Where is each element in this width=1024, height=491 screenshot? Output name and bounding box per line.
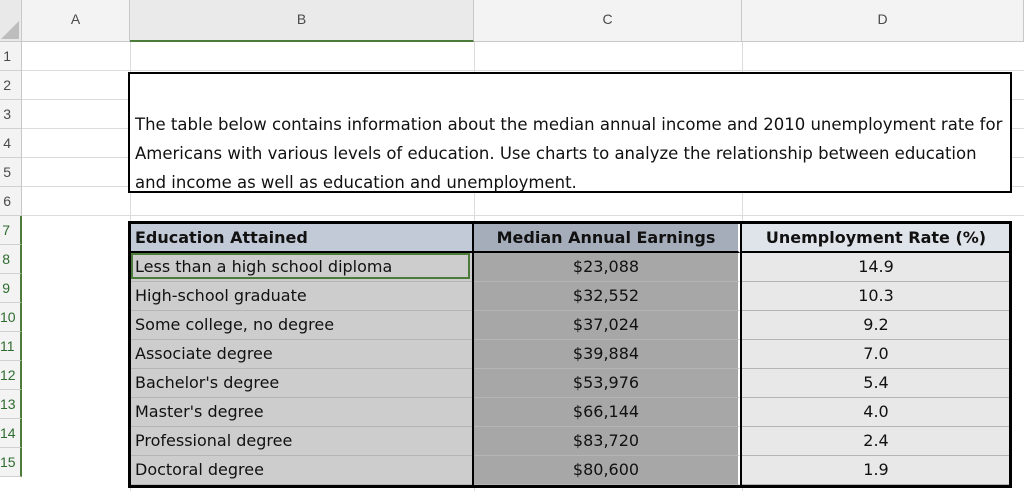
education-cell[interactable]: Some college, no degree <box>130 311 472 340</box>
row-header-1[interactable]: 1 <box>0 42 22 71</box>
row-header-3[interactable]: 3 <box>0 100 22 129</box>
earnings-cell[interactable]: $23,088 <box>474 253 740 282</box>
row-header-2[interactable]: 2 <box>0 71 22 100</box>
row-header-11[interactable]: 11 <box>0 332 22 361</box>
header-education-attained[interactable]: Education Attained <box>130 224 472 253</box>
education-cell[interactable]: High-school graduate <box>130 282 472 311</box>
earnings-cell[interactable]: $37,024 <box>474 311 740 340</box>
earnings-cell[interactable]: $80,600 <box>474 456 740 485</box>
header-median-annual-earnings[interactable]: Median Annual Earnings <box>474 224 740 253</box>
row-header-14[interactable]: 14 <box>0 419 22 448</box>
description-text: The table below contains information about the median annual income and 2010 unemployment rate for Americans with various levels of education. Use charts to analyze the relationship between education and income as well as education and unemployment. <box>135 115 1003 192</box>
education-cell[interactable]: Associate degree <box>130 340 472 369</box>
earnings-cell[interactable]: $32,552 <box>474 282 740 311</box>
unemployment-cell[interactable]: 5.4 <box>742 369 1010 398</box>
row-header-7[interactable]: 7 <box>0 216 22 245</box>
gridline <box>22 215 1024 216</box>
row-header-6[interactable]: 6 <box>0 187 22 216</box>
row-header-8[interactable]: 8 <box>0 245 22 274</box>
unemployment-cell[interactable]: 7.0 <box>742 340 1010 369</box>
education-cell[interactable]: Less than a high school diploma <box>130 253 472 282</box>
row-header-5[interactable]: 5 <box>0 158 22 187</box>
header-unemployment-rate[interactable]: Unemployment Rate (%) <box>742 224 1010 253</box>
column-header-d[interactable]: D <box>742 0 1024 42</box>
earnings-cell[interactable]: $66,144 <box>474 398 740 427</box>
earnings-cell[interactable]: $83,720 <box>474 427 740 456</box>
earnings-cell[interactable]: $53,976 <box>474 369 740 398</box>
unemployment-cell[interactable]: 4.0 <box>742 398 1010 427</box>
row-header-10[interactable]: 10 <box>0 303 22 332</box>
row-header-13[interactable]: 13 <box>0 390 22 419</box>
unemployment-cell[interactable]: 2.4 <box>742 427 1010 456</box>
education-cell[interactable]: Master's degree <box>130 398 472 427</box>
unemployment-cell[interactable]: 9.2 <box>742 311 1010 340</box>
row-header-12[interactable]: 12 <box>0 361 22 390</box>
column-header-c[interactable]: C <box>474 0 742 42</box>
gridline <box>22 70 1024 71</box>
column-header-a[interactable]: A <box>22 0 130 42</box>
select-all-triangle-icon <box>1 21 19 39</box>
unemployment-cell[interactable]: 10.3 <box>742 282 1010 311</box>
row-header-9[interactable]: 9 <box>0 274 22 303</box>
unemployment-cell[interactable]: 14.9 <box>742 253 1010 282</box>
row-header-4[interactable]: 4 <box>0 129 22 158</box>
table-column-separator <box>472 223 474 486</box>
select-all-corner[interactable] <box>0 0 22 42</box>
education-cell[interactable]: Professional degree <box>130 427 472 456</box>
row-header-15[interactable]: 15 <box>0 448 22 477</box>
unemployment-cell[interactable]: 1.9 <box>742 456 1010 485</box>
table-column-separator <box>740 223 742 486</box>
education-cell[interactable]: Bachelor's degree <box>130 369 472 398</box>
earnings-cell[interactable]: $39,884 <box>474 340 740 369</box>
column-header-b[interactable]: B <box>130 0 474 42</box>
education-cell[interactable]: Doctoral degree <box>130 456 472 485</box>
